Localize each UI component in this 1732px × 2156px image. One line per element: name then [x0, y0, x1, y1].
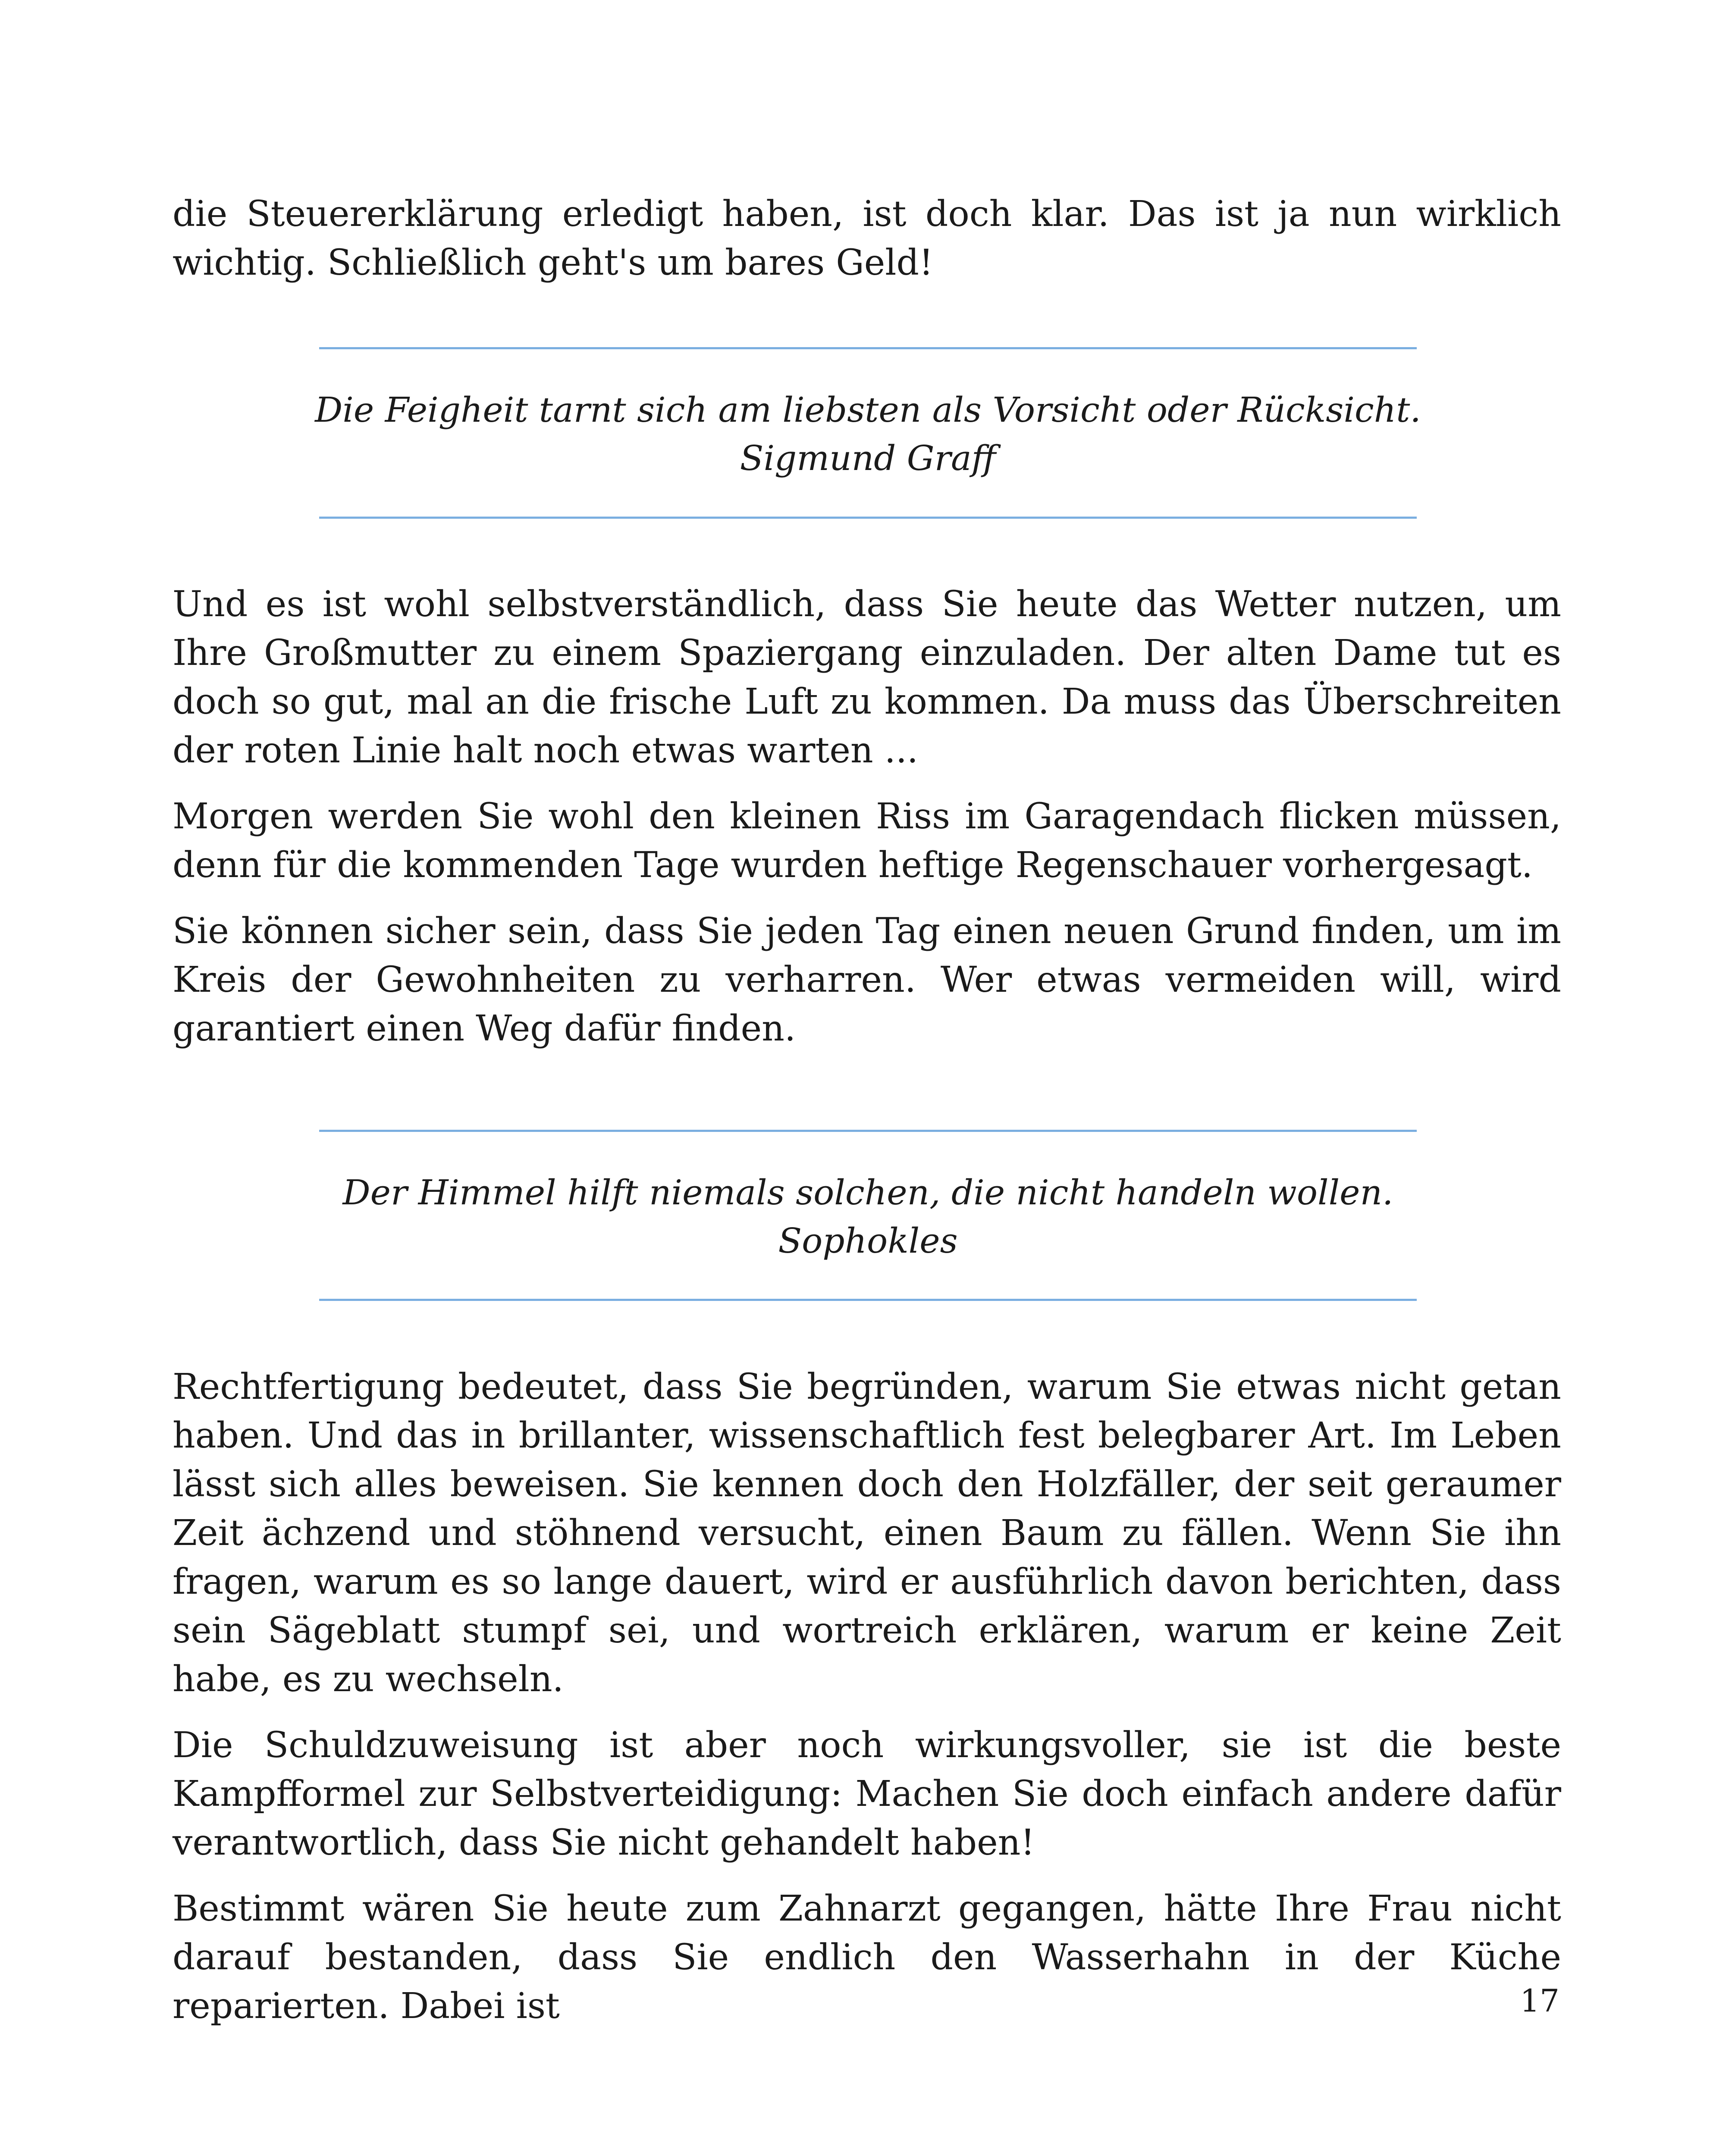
quote-text: Die Feigheit tarnt sich am liebsten als Vorsicht oder Rücksicht. [315, 390, 1421, 430]
quote-rule-bottom [319, 517, 1417, 519]
quote-text: Der Himmel hilft niemals solchen, die nicht handeln wollen. [342, 1172, 1393, 1213]
quote-block-2 [302, 1169, 1434, 1265]
quote-author: Sophokles [778, 1221, 958, 1261]
body-text-block-1 [173, 190, 1561, 304]
paragraph: Rechtfertigung bedeutet, dass Sie begründen, warum Sie etwas nicht getan haben. Und das in brillanter, wissenschaftlich fest belegbarer Art. Im Leben lässt sich alles beweisen. Sie kennen doch den Holzfäller, der seit geraumer Zeit ächzend und stöhnend versucht, einen Baum zu fällen. Wenn Sie ihn fragen, warum es so lange dauert, wird er ausführlich davon berichten, dass sein Sägeblatt stumpf sei, und wortreich erklären, warum er keine Zeit habe, es zu wechseln. [173, 1366, 1561, 1700]
quote-rule-top [319, 347, 1417, 349]
paragraph: Sie können sicher sein, dass Sie jeden Tag einen neuen Grund finden, um im Kreis der Gewohnheiten zu verharren. Wer etwas vermeiden will, wird garantiert einen Weg dafür finden. [173, 911, 1561, 1049]
paragraph: Und es ist wohl selbstverständlich, dass Sie heute das Wetter nutzen, um Ihre Großmutter zu einem Spaziergang einzuladen. Der alten Dame tut es doch so gut, mal an die frische Luft zu kommen. Da muss das Überschreiten der roten Linie halt noch etwas warten ... [173, 584, 1561, 771]
quote-rule-bottom [319, 1299, 1417, 1301]
quote-author: Sigmund Graff [740, 438, 996, 478]
page-number: 17 [1520, 1983, 1559, 2019]
paragraph: Die Schuldzuweisung ist aber noch wirkungsvoller, sie ist die beste Kampfformel zur Selbstverteidigung: Machen Sie doch einfach andere dafür verantwortlich, dass Sie nicht gehandelt haben! [173, 1725, 1561, 1863]
body-text-block-2 [173, 580, 1561, 1070]
quote-rule-top [319, 1130, 1417, 1132]
paragraph: Morgen werden Sie wohl den kleinen Riss im Garagendach flicken müssen, denn für die kommenden Tage wurden heftige Regenschauer vorhergesagt. [173, 796, 1561, 886]
paragraph: Bestimmt wären Sie heute zum Zahnarzt gegangen, hätte Ihre Frau nicht darauf bestanden, dass Sie endlich den Wasserhahn in der Küche reparierten. Dabei ist [173, 1888, 1561, 2027]
quote-block-1 [302, 386, 1434, 483]
paragraph: die Steuererklärung erledigt haben, ist doch klar. Das ist ja nun wirklich wichtig. Schließlich geht's um bares Geld! [173, 194, 1561, 283]
body-text-block-3 [173, 1363, 1561, 2048]
